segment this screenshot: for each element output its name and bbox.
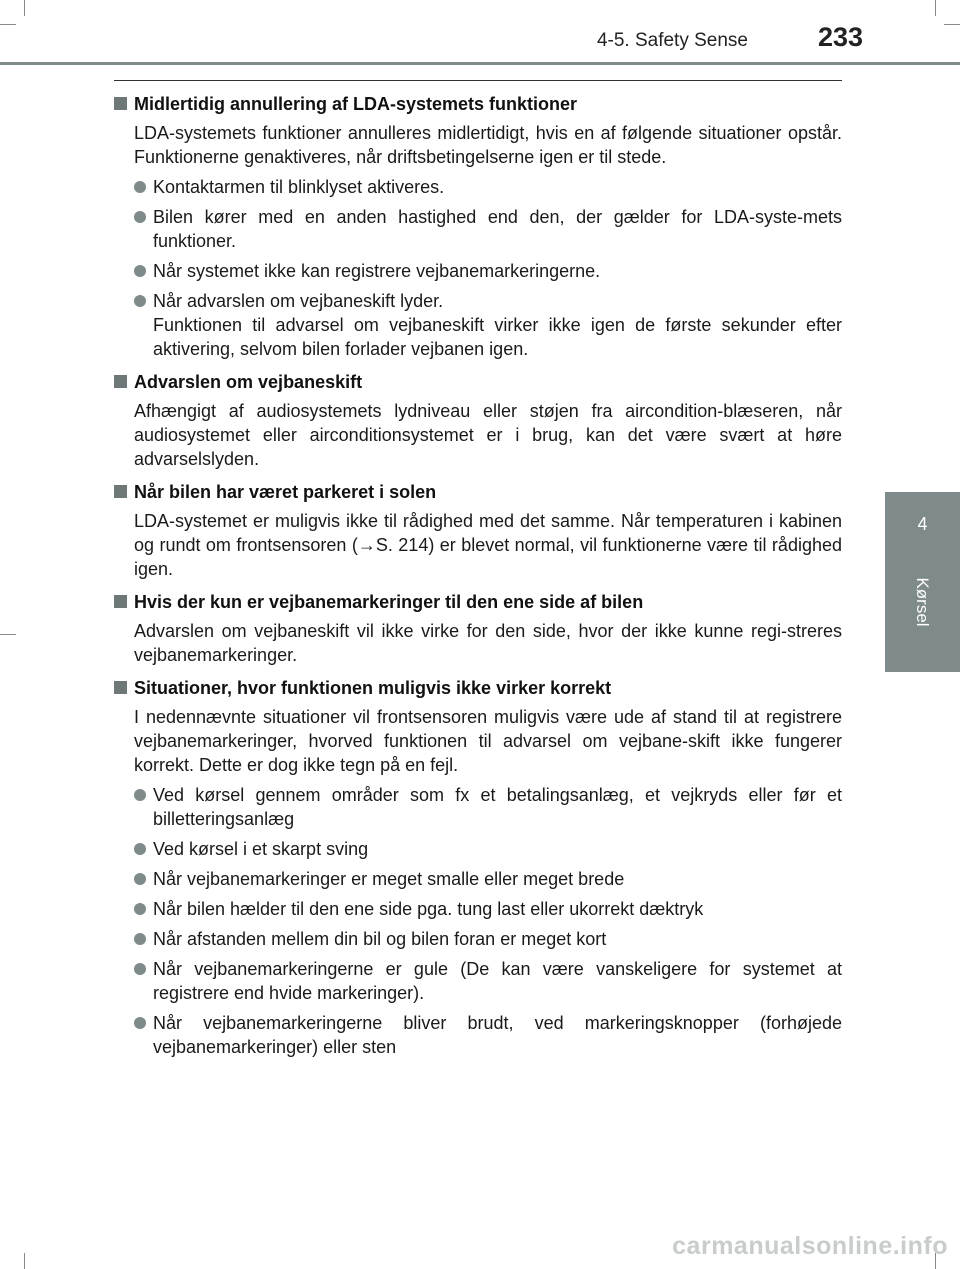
section-block	[114, 92, 842, 361]
chapter-label: Kørsel	[913, 577, 932, 627]
round-bullet-icon	[134, 295, 146, 307]
round-bullet-icon	[134, 181, 146, 193]
section-heading-text: Situationer, hvor funktionen muligvis ikke virker korrekt	[134, 678, 612, 698]
list-item-text: Når bilen hælder til den ene side pga. tung last eller ukorrekt dæktryk	[153, 899, 704, 919]
bullet-list	[134, 783, 842, 1059]
section-block	[114, 676, 842, 1059]
section-heading-text: Advarslen om vejbaneskift	[134, 372, 363, 392]
list-item	[134, 205, 842, 253]
square-bullet-icon	[114, 595, 127, 608]
round-bullet-icon	[134, 265, 146, 277]
main-content	[114, 92, 842, 1068]
list-item-text: Når vejbanemarkeringerne er gule (De kan være vanskeligere for systemet at registrere end hvide markeringer).	[153, 959, 842, 1003]
section-heading-text: Midlertidig annullering af LDA-systemets funktioner	[134, 94, 578, 114]
list-item	[134, 289, 842, 361]
section-paragraph: Advarslen om vejbaneskift vil ikke virke for den side, hvor der ikke kunne regi-streres vejbanemarkeringer.	[134, 621, 842, 665]
round-bullet-icon	[134, 933, 146, 945]
list-item-text: Når vejbanemarkeringerne bliver brudt, ved markeringsknopper (forhøjede vejbanemarkeringer) eller sten	[153, 1013, 842, 1057]
round-bullet-icon	[134, 903, 146, 915]
round-bullet-icon	[134, 789, 146, 801]
list-item-text: Kontaktarmen til blinklyset aktiveres.	[153, 177, 445, 197]
section-paragraph: Afhængigt af audiosystemets lydniveau eller støjen fra aircondition-blæseren, når audiosystemet eller airconditionsystemet er i brug, kan det være svært at høre advarselslyden.	[134, 401, 842, 469]
list-item	[134, 927, 842, 951]
section-heading	[114, 590, 842, 614]
square-bullet-icon	[114, 97, 127, 110]
watermark: carmanualsonline.info	[672, 1232, 948, 1260]
chapter-number: 4	[917, 514, 928, 534]
square-bullet-icon	[114, 681, 127, 694]
square-bullet-icon	[114, 485, 127, 498]
section-heading-text: Når bilen har været parkeret i solen	[134, 482, 437, 502]
round-bullet-icon	[134, 843, 146, 855]
section-heading-text: Hvis der kun er vejbanemarkeringer til den ene side af bilen	[134, 592, 644, 612]
header-rule	[0, 62, 960, 65]
list-item-text: Når advarslen om vejbaneskift lyder. Funktionen til advarsel om vejbaneskift virker ikke igen de første sekunder efter aktivering, selvom bilen forlader vejbanen igen.	[153, 291, 842, 359]
section-title: 4-5. Safety Sense	[596, 30, 748, 51]
list-item	[134, 957, 842, 1005]
page-number: 233	[818, 22, 864, 52]
bullet-list	[134, 175, 842, 361]
content-top-rule	[114, 80, 842, 81]
round-bullet-icon	[134, 963, 146, 975]
list-item-text: Når vejbanemarkeringer er meget smalle eller meget brede	[153, 869, 625, 889]
section-block	[114, 370, 842, 471]
square-bullet-icon	[114, 375, 127, 388]
section-paragraph: LDA-systemet er muligvis ikke til rådighed med det samme. Når temperaturen i kabinen og rundt om frontsensoren (→S. 214) er blevet normal, vil funktionerne være til rådighed igen.	[134, 511, 842, 579]
chapter-tab	[885, 492, 960, 672]
section-heading	[114, 480, 842, 504]
list-item-text: Når afstanden mellem din bil og bilen foran er meget kort	[153, 929, 607, 949]
list-item	[134, 897, 842, 921]
section-heading	[114, 92, 842, 116]
round-bullet-icon	[134, 211, 146, 223]
crop-mark	[24, 1253, 25, 1269]
section-paragraph: LDA-systemets funktioner annulleres midlertidigt, hvis en af følgende situationer opstår. Funktionerne genaktiveres, når driftsbetingelserne igen er til stede.	[134, 123, 842, 167]
section-block	[114, 590, 842, 667]
round-bullet-icon	[134, 1017, 146, 1029]
list-item	[134, 1011, 842, 1059]
list-item-text: Ved kørsel gennem områder som fx et betalingsanlæg, et vejkryds eller før et billetteringsanlæg	[153, 785, 842, 829]
section-heading	[114, 676, 842, 700]
list-item-text: Ved kørsel i et skarpt sving	[153, 839, 369, 859]
list-item-text: Når systemet ikke kan registrere vejbanemarkeringerne.	[153, 261, 601, 281]
list-item-text: Bilen kører med en anden hastighed end den, der gælder for LDA-syste-mets funktioner.	[153, 207, 842, 251]
round-bullet-icon	[134, 873, 146, 885]
list-item	[134, 259, 842, 283]
section-heading	[114, 370, 842, 394]
list-item	[134, 837, 842, 861]
section-paragraph: I nedennævnte situationer vil frontsensoren muligvis være ude af stand til at registrere vejbanemarkeringer, hvorved funktionen til advarsel om vejbane-skift ikke fungerer korrekt. Dette er dog ikke tegn på en fejl.	[134, 707, 842, 775]
list-item	[134, 867, 842, 891]
list-item	[134, 783, 842, 831]
crop-mark	[0, 634, 16, 635]
section-block	[114, 480, 842, 581]
page-header	[0, 0, 960, 66]
list-item	[134, 175, 842, 199]
